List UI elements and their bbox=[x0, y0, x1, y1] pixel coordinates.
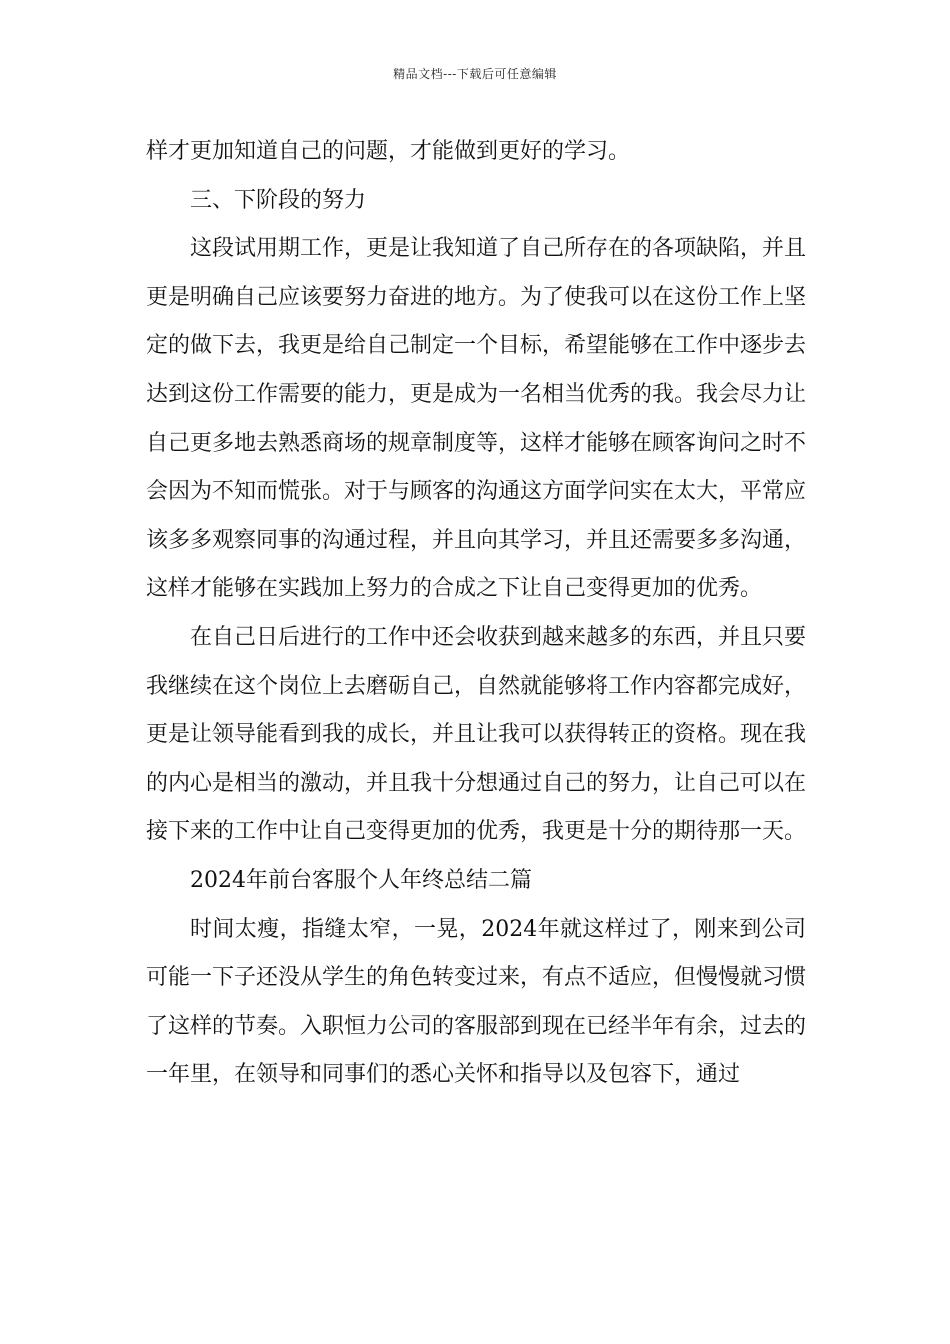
page-header: 精品文档---下载后可任意编辑 bbox=[393, 67, 557, 81]
paragraph: 这段试用期工作，更是让我知道了自己所存在的各项缺陷，并且更是明确自己应该要努力奋进的地方。为了使我可以在这份工作上坚定的做下去，我更是给自己制定一个目标，希望能够在工作中逐步去达到这份工作需要的能力，更是成为一名相当优秀的我。我会尽力让自己更多地去熟悉商场的规章制度等，这样才能够在顾客询问之时不会因为不知而慌张。对于与顾客的沟通这方面学问实在太大，平常应该多多观察同事的沟通过程，并且向其学习，并且还需要多多沟通，这样才能够在实践加上努力的合成之下让自己变得更加的优秀。 bbox=[146, 236, 807, 602]
document-subtitle: 2024年前台客服个人年终总结二篇 bbox=[190, 867, 532, 893]
paragraph-continuation: 样才更加知道自己的问题，才能做到更好的学习。 bbox=[146, 139, 631, 164]
section-heading: 三、下阶段的努力 bbox=[190, 187, 367, 213]
document-body bbox=[146, 128, 806, 1100]
paragraph: 在自己日后进行的工作中还会收获到越来越多的东西，并且只要我继续在这个岗位上去磨砺自己，自然就能够将工作内容都完成好，更是让领导能看到我的成长，并且让我可以获得转正的资格。现在我的内心是相当的激动，并且我十分想通过自己的努力，让自己可以在接下来的工作中让自己变得更加的优秀，我更是十分的期待那一天。 bbox=[146, 624, 807, 845]
paragraph: 时间太瘦，指缝太窄，一晃，2024年就这样过了，刚来到公司可能一下子还没从学生的角色转变过来，有点不适应，但慢慢就习惯了这样的节奏。入职恒力公司的客服部到现在已经半年有余，过去的一年里，在领导和同事们的悉心关怀和指导以及包容下，通过 bbox=[146, 916, 807, 1088]
